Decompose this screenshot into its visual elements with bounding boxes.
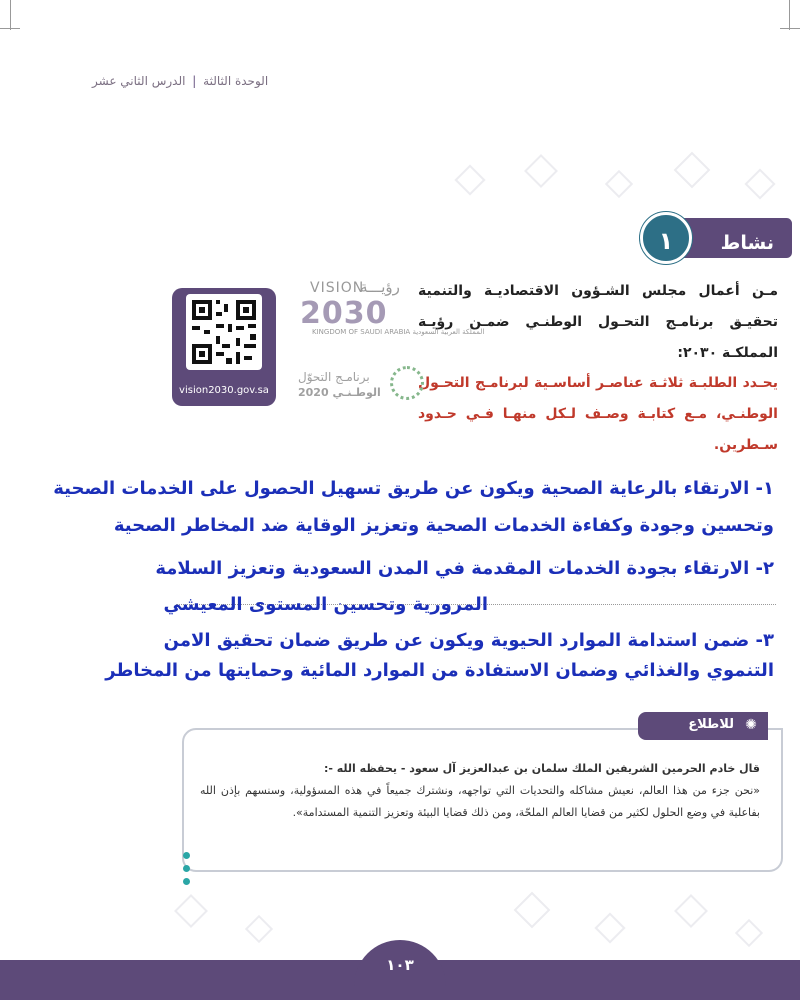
ntp-line2: الوطـنـي 2020 (298, 386, 381, 399)
ntp-logo (296, 366, 424, 406)
background-pattern (420, 150, 800, 220)
info-quote: «نحن جزء من هذا العالم، نعيش مشاكله والتحديات التي تواجهه، ونشترك جميعاً في هذه المسؤولية، وسنسهم بإذن الله بفاعلية في وضع الحلول لكثير من قضايا العالم الملحّة، ومن ذلك قضايا البيئة وتعزيز التنمية المستدامة». (200, 784, 760, 819)
vision-ar: رؤيـــة (360, 278, 400, 296)
lightbulb-icon: ✺ (745, 717, 757, 733)
header-separator: | (192, 74, 197, 88)
ntp-line1: برنامـج التحوّل (298, 370, 370, 384)
bullet-dot (183, 852, 190, 859)
answer-2-line2: المرورية وتحسين المستوى المعيشي (163, 594, 488, 615)
activity-task: يحـدد الطلبـة ثلاثـة عناصـر أساسـية لبرنامـج التحـول الوطنـي، مـع كتابـة وصـف لـكل منهـا فـي حـدود سـطرين. (418, 375, 778, 453)
ntp-emblem-icon (390, 366, 424, 400)
crop-mark (10, 0, 11, 30)
vision-2030-logo (298, 278, 485, 344)
activity-label: نشاط (720, 232, 774, 254)
crop-mark (780, 28, 800, 29)
vision-subtitle: المملكة العربية السعودية KINGDOM OF SAUDI ARABIA (312, 328, 485, 336)
bullet-dot (183, 865, 190, 872)
info-label: للاطلاع (688, 717, 734, 732)
activity-number: ١ (640, 212, 692, 264)
answer-2-line1: ٢- الارتقاء بجودة الخدمات المقدمة في المدن السعودية وتعزيز السلامة (155, 558, 774, 579)
qr-card[interactable] (172, 288, 276, 406)
bullet-dot (183, 878, 190, 885)
lesson-label: الدرس الثاني عشر (92, 74, 186, 88)
crop-mark (0, 28, 20, 29)
answer-1-line1: ١- الارتقاء بالرعاية الصحية ويكون عن طريق تسهيل الحصول على الخدمات الصحية (53, 478, 774, 499)
answer-3-line1: ٣- ضمن استدامة الموارد الحيوية ويكون عن طريق ضمان تحقيق الامن (163, 630, 774, 651)
qr-url[interactable]: vision2030.gov.sa (179, 385, 269, 396)
vision-en: VISION (310, 280, 365, 296)
info-text (200, 758, 760, 824)
qr-code-icon[interactable] (186, 294, 262, 370)
info-line1: قال خادم الحرمين الشريفين الملك سلمان بن عبدالعزيز آل سعود - يحفظه الله -: (323, 762, 760, 775)
info-bullets (182, 852, 190, 891)
info-ribbon (638, 712, 768, 740)
answer-3-line2: التنموي والغذائي وضمان الاستفادة من الموارد المائية وحمايتها من المخاطر (105, 660, 774, 681)
page-header (92, 74, 268, 88)
page-number: ١٠٣ (354, 940, 446, 986)
crop-mark (789, 0, 790, 30)
unit-label: الوحدة الثالثة (203, 74, 269, 88)
answer-1-line2: وتحسين وجودة وكفاءة الخدمات الصحية وتعزيز الوقاية ضد المخاطر الصحية (113, 515, 774, 536)
vision-year: 2030 (300, 296, 388, 331)
activity-badge (640, 212, 792, 264)
activity-intro: مـن أعمال مجلس الشـؤون الاقتصاديـة والتنمية تحقيـق برنامـج التحـول الوطنـي ضمـن رؤيـة المملكـة ٢٠٣٠: (418, 283, 778, 361)
